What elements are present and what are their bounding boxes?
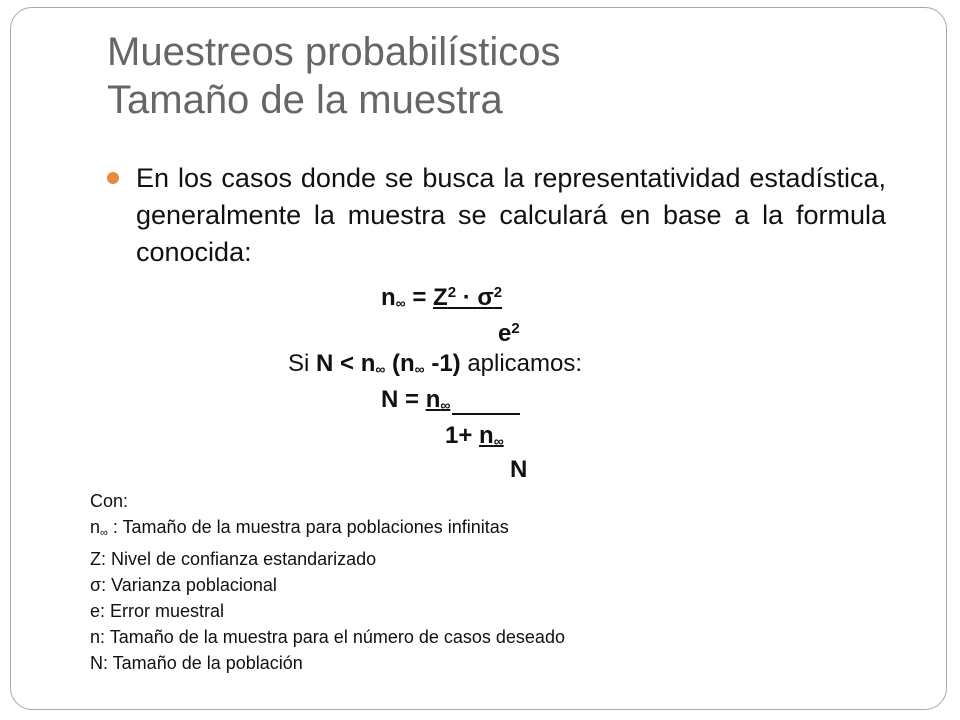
slide-title [107,28,561,124]
legend-z: Z: Nivel de confianza estandarizado [90,549,377,569]
formula2-one-plus: 1+ [445,422,480,449]
formula1-numerator [433,284,502,311]
legend-heading: Con: [90,491,129,511]
bullet-text: En los casos donde se busca la representatividad estadística, generalmente la muestra se calculará en base a la formula conocida: [136,163,886,267]
legend-n-inf-label: n [90,517,101,537]
formula1-sigma-exp: 2 [493,284,503,301]
formula2-n: n [425,386,441,413]
variable-legend [90,488,565,676]
legend-sigma: σ: Varianza poblacional [90,575,277,595]
formula2-inner-inf: ∞ [493,433,504,449]
formula2-numerator [426,386,451,413]
legend-n-inf-desc: : Tamaño de la muestra para poblaciones infinitas [107,517,509,537]
condition-aplicamos: aplicamos: [460,350,583,377]
formula2-fraction-bar [452,413,520,415]
formula1-z: Z [433,284,448,311]
title-line-2: Tamaño de la muestra [107,78,503,122]
formula-sample-size-infinite [381,284,502,312]
condition-si: Si [288,350,317,377]
formula1-inf: ∞ [395,295,406,311]
legend-n-inf [90,514,565,546]
condition-expr-c: -1) [424,350,461,377]
formula1-n: n [381,284,396,311]
bullet-dot-icon [107,172,119,184]
formula1-denominator [498,320,520,348]
formula-finite-correction [381,386,450,414]
condition-line [288,350,582,378]
formula2-inner-n: n [479,422,494,449]
formula2-inf: ∞ [440,397,451,413]
formula2-inner-denominator: N [510,456,528,483]
legend-n: n: Tamaño de la muestra para el número de casos deseado [90,627,565,647]
title-line-1: Muestreos probabilísticos [107,30,561,74]
condition-inf-1: ∞ [375,361,386,377]
formula1-e-exp: 2 [511,320,520,337]
formula1-sigma: σ [477,284,494,311]
condition-inf-2: ∞ [414,361,425,377]
legend-n-inf-symbol: ∞ [100,527,108,539]
formula1-e: e [498,320,512,347]
condition-expr-b: (n [385,350,415,377]
formula1-equals: = [405,284,434,311]
legend-e: e: Error muestral [90,601,225,621]
formula2-lhs: N = [381,386,426,413]
formula2-denominator [445,422,504,450]
condition-expr-a: N < n [316,350,376,377]
legend-big-n: N: Tamaño de la población [90,653,303,673]
formula1-dot: · [456,284,478,311]
formula2-inner-numerator [479,422,504,449]
formula1-z-exp: 2 [447,284,457,301]
